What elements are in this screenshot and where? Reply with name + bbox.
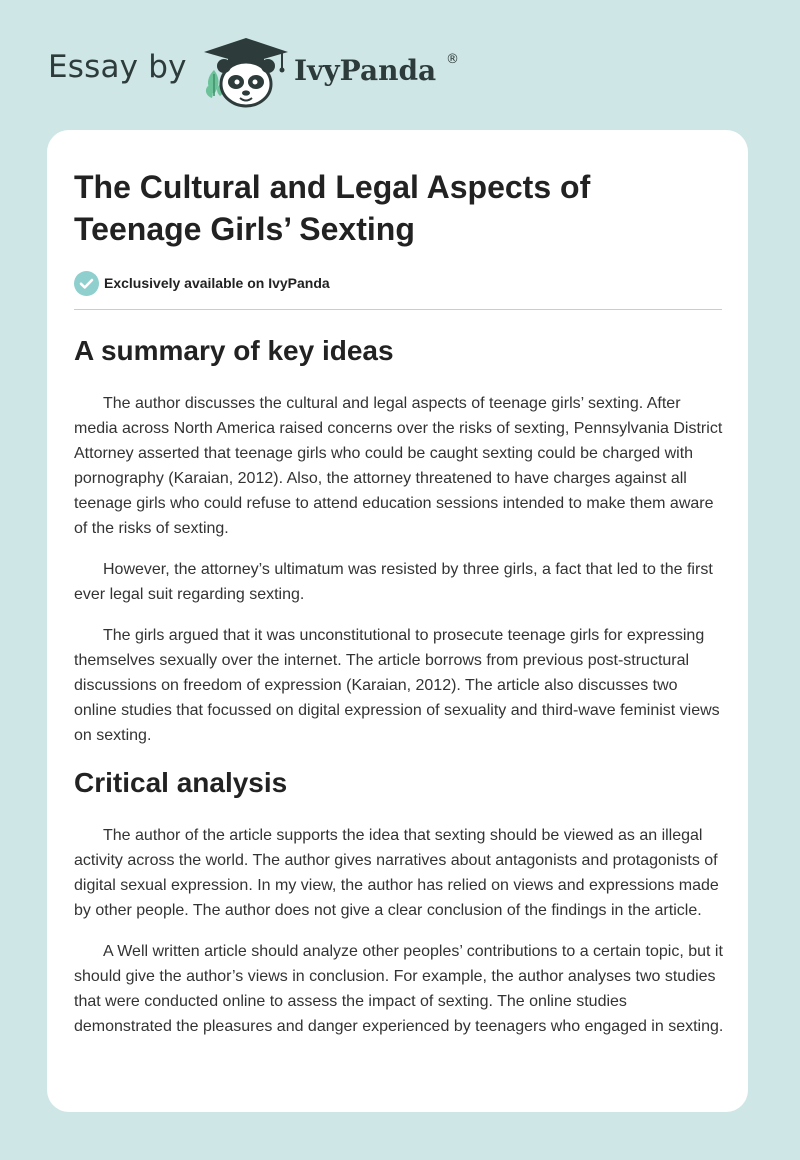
registered-mark: ® xyxy=(446,52,459,67)
section-heading-summary: A summary of key ideas xyxy=(74,335,394,366)
exclusive-badge xyxy=(74,270,724,296)
brand-header[interactable] xyxy=(48,34,488,110)
summary-paragraph-3: The girls argued that it was unconstitutional to prosecute teenage girls for expressing themselves sexually over the internet. The article borrows from previous post-structural discussions on freedom of expression (Karaian, 2012). The article also discusses two online studies that focussed on digital expression of sexuality and third-wave feminist views on sexting. xyxy=(74,627,720,744)
summary-paragraph-1: The author discusses the cultural and legal aspects of teenage girls’ sexting. After media across North America raised concerns over the risks of sexting, Pennsylvania District Attorney asserted that teenage girls who could be caught sexting could be charged with pornography (Karaian, 2012). Also, the attorney threatened to have charges against all teenage girls who could refuse to attend education sessions intended to make them aware of the risks of sexting. xyxy=(74,395,723,537)
exclusive-label: Exclusively available on IvyPanda xyxy=(104,275,330,291)
brand-name: IvyPanda xyxy=(294,54,437,87)
section-heading-critical-analysis: Critical analysis xyxy=(74,767,288,798)
summary-paragraph-2: However, the attorney’s ultimatum was resisted by three girls, a fact that led to the first ever legal suit regarding sexting. xyxy=(74,561,713,603)
analysis-paragraph-2: A Well written article should analyze other peoples’ contributions to a certain topic, but it should give the author’s views in conclusion. For example, the author analyses two studies that were conducted online to assess the impact of sexting. The online studies demonstrated the pleasures and danger experienced by teenagers who engaged in sexting. xyxy=(74,943,724,1035)
essay-content xyxy=(74,130,724,1039)
panda-logo-icon xyxy=(200,34,292,110)
essay-card xyxy=(47,130,748,1112)
brand-prefix: Essay by xyxy=(48,49,187,85)
check-badge-icon xyxy=(74,271,99,296)
essay-title: The Cultural and Legal Aspects of Teenage Girls’ Sexting xyxy=(74,169,591,247)
title-divider xyxy=(74,309,722,310)
analysis-paragraph-1: The author of the article supports the idea that sexting should be viewed as an illegal activity across the world. The author gives narratives about antagonists and protagonists of digital sexual expression. In my view, the author has relied on views and expressions made by other people. The author does not give a clear conclusion of the findings in the article. xyxy=(74,827,719,919)
